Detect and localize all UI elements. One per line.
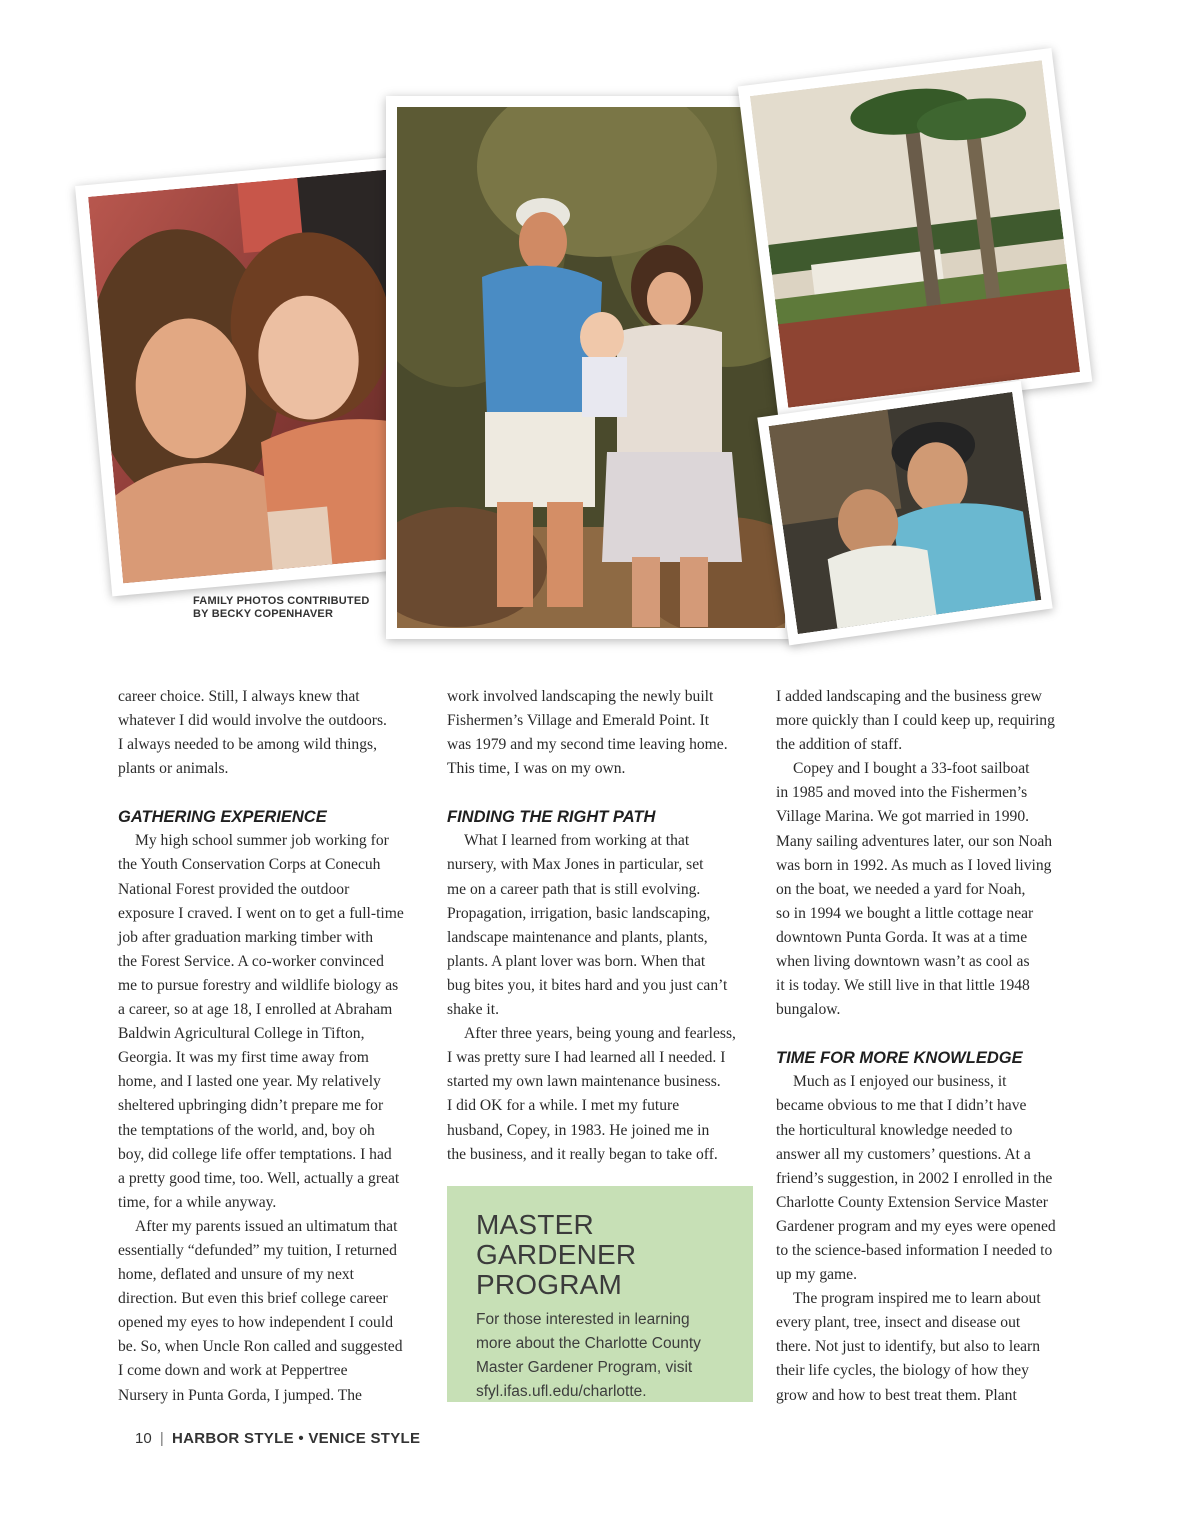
paragraph-line: sheltered upbringing didn’t prepare me for [118, 1097, 384, 1115]
paragraph-line: home, and I lasted one year. My relatively [118, 1073, 381, 1091]
paragraph-line: became obvious to me that I didn’t have [776, 1097, 1027, 1115]
paragraph-line: landscape maintenance and plants, plants, [447, 928, 708, 946]
paragraph-line: me on a career path that is still evolving. [447, 880, 701, 898]
paragraph-line: me to pursue forestry and wildlife biology as [118, 976, 399, 994]
paragraph-line: Charlotte County Extension Service Master [776, 1193, 1048, 1211]
paragraph-line: opened my eyes to how independent I could [118, 1314, 393, 1332]
sidebar-title [476, 1210, 733, 1300]
paragraph-line: so in 1994 we bought a little cottage near [776, 904, 1034, 922]
paragraph-line: the addition of staff. [776, 736, 903, 754]
article-paragraph [776, 685, 1092, 757]
master-gardener-sidebar [447, 1186, 753, 1402]
page-number: 10 [135, 1430, 152, 1447]
paragraph-line: direction. But even this brief college career [118, 1290, 388, 1308]
photo-palm-trees-house-image [750, 60, 1080, 407]
article-column-2 [447, 685, 757, 1167]
footer-separator: | [159, 1430, 164, 1447]
section-heading: TIME FOR MORE KNOWLEDGE [776, 1049, 1023, 1068]
paragraph-line: to the science-based information I needed to [776, 1241, 1053, 1259]
article-paragraph [447, 829, 757, 1022]
photo-credit-line: FAMILY PHOTOS CONTRIBUTED [193, 595, 370, 607]
photo-mother-daughter-image [88, 169, 434, 584]
paragraph-line: I did OK for a while. I met my future [447, 1097, 680, 1115]
section-heading: GATHERING EXPERIENCE [118, 808, 327, 827]
photo-family-portrait [386, 96, 796, 639]
paragraph-line: Village Marina. We got married in 1990. [776, 808, 1030, 826]
paragraph-line: plants. A plant lover was born. When that [447, 952, 706, 970]
paragraph-line: Nursery in Punta Gorda, I jumped. The [118, 1386, 362, 1404]
paragraph-line: My high school summer job working for [135, 832, 389, 850]
paragraph-line: Gardener program and my eyes were opened [776, 1217, 1056, 1235]
paragraph-line: husband, Copey, in 1983. He joined me in [447, 1121, 710, 1139]
paragraph-line: Propagation, irrigation, basic landscaping, [447, 904, 711, 922]
article-paragraph [118, 685, 436, 781]
paragraph-line: Baldwin Agricultural College in Tifton, [118, 1025, 365, 1043]
paragraph-line: career choice. Still, I always knew that [118, 688, 360, 705]
paragraph-line: a career, so at age 18, I enrolled at Abraham [118, 1001, 393, 1019]
article-paragraph [776, 757, 1092, 1022]
paragraph-line: answer all my customers’ questions. At a [776, 1145, 1031, 1163]
magazine-name: HARBOR STYLE • VENICE STYLE [171, 1430, 421, 1447]
paragraph-line: started my own lawn maintenance business. [447, 1073, 721, 1091]
sidebar-body [476, 1308, 733, 1404]
paragraph-line: The program inspired me to learn about [793, 1290, 1041, 1308]
paragraph-line: Fishermen’s Village and Emerald Point. It [447, 712, 710, 730]
photo-palm-trees-house [738, 48, 1093, 420]
photo-credit-line: BY BECKY COPENHAVER [193, 608, 334, 620]
article-paragraph [776, 1287, 1092, 1407]
paragraph-line: home, deflated and unsure of my next [118, 1266, 355, 1284]
paragraph-line: the Youth Conservation Corps at Conecuh [118, 856, 381, 874]
paragraph-line: more quickly than I could keep up, requiring [776, 712, 1055, 730]
section-heading: FINDING THE RIGHT PATH [447, 808, 656, 827]
article-paragraph [447, 1022, 757, 1167]
paragraph-line: job after graduation marking timber with [118, 928, 374, 946]
paragraph-line: I added landscaping and the business grew [776, 688, 1042, 705]
paragraph-line: After my parents issued an ultimatum that [135, 1217, 398, 1235]
paragraph-line: Many sailing adventures later, our son Noah [776, 832, 1053, 850]
paragraph-line: boy, did college life offer temptations. I had [118, 1145, 392, 1163]
paragraph-line: it is today. We still live in that little 1948 [776, 977, 1030, 995]
article-paragraph [118, 1215, 436, 1408]
paragraph-line: downtown Punta Gorda. It was at a time [776, 928, 1028, 946]
paragraph-line: I come down and work at Peppertree [118, 1362, 348, 1380]
paragraph-line: National Forest provided the outdoor [118, 880, 350, 898]
sidebar-body-line: more about the Charlotte County [476, 1335, 701, 1352]
paragraph-line: This time, I was on my own. [447, 760, 626, 778]
paragraph-line: the horticultural knowledge needed to [776, 1121, 1013, 1139]
paragraph-line: friend’s suggestion, in 2002 I enrolled in the [776, 1169, 1053, 1187]
paragraph-line: bungalow. [776, 1001, 841, 1019]
photo-credit [193, 595, 393, 621]
paragraph-line: when living downtown wasn’t as cool as [776, 953, 1030, 971]
article-column-1 [118, 685, 436, 1408]
paragraph-line: essentially “defunded” my tuition, I returned [118, 1241, 397, 1259]
paragraph-line: on the boat, we needed a yard for Noah, [776, 880, 1026, 898]
paragraph-line: their life cycles, the biology of how they [776, 1362, 1029, 1380]
paragraph-line: a pretty good time, too. Well, actually a great [118, 1169, 400, 1187]
paragraph-line: whatever I did would involve the outdoors. [118, 712, 387, 730]
photo-family-portrait-image [397, 107, 785, 628]
paragraph-line: be. So, when Uncle Ron called and suggested [118, 1338, 403, 1356]
paragraph-line: the Forest Service. A co-worker convinced [118, 952, 384, 970]
photo-couple-image [769, 392, 1042, 634]
paragraph-line: was born in 1992. As much as I loved living [776, 856, 1052, 874]
photo-couple [757, 381, 1052, 646]
paragraph-line: Georgia. It was my first time away from [118, 1049, 369, 1067]
article-column-3 [776, 685, 1092, 1408]
sidebar-link-url[interactable]: sfyl.ifas.ufl.edu/charlotte. [476, 1383, 647, 1400]
paragraph-line: the temptations of the world, and, boy oh [118, 1121, 375, 1139]
paragraph-line: was 1979 and my second time leaving home. [447, 736, 728, 754]
article-paragraph [447, 685, 757, 781]
paragraph-line: in 1985 and moved into the Fishermen’s [776, 784, 1028, 802]
paragraph-line: After three years, being young and fearless, [464, 1025, 736, 1043]
paragraph-line: work involved landscaping the newly built [447, 688, 714, 705]
paragraph-line: plants or animals. [118, 760, 229, 778]
article-paragraph [776, 1070, 1092, 1287]
paragraph-line: Much as I enjoyed our business, it [793, 1073, 1007, 1091]
paragraph-line: What I learned from working at that [464, 832, 690, 850]
paragraph-line: every plant, tree, insect and disease out [776, 1314, 1021, 1332]
paragraph-line: the business, and it really began to take off. [447, 1145, 718, 1163]
paragraph-line: exposure I craved. I went on to get a full-time [118, 904, 404, 922]
paragraph-line: nursery, with Max Jones in particular, set [447, 856, 704, 874]
paragraph-line: time, for a while anyway. [118, 1193, 277, 1211]
paragraph-line: there. Not just to identify, but also to learn [776, 1338, 1041, 1356]
sidebar-body-line: Master Gardener Program, visit [476, 1359, 693, 1376]
paragraph-line: I was pretty sure I had learned all I needed. I [447, 1049, 726, 1067]
paragraph-line: shake it. [447, 1001, 499, 1019]
sidebar-title-line: MASTER GARDENER [476, 1209, 637, 1270]
page-footer [135, 1430, 420, 1447]
paragraph-line: bug bites you, it bites hard and you just can’t [447, 976, 728, 994]
paragraph-line: Copey and I bought a 33-foot sailboat [793, 760, 1030, 778]
article-paragraph [118, 829, 436, 1215]
sidebar-body-line: For those interested in learning [476, 1311, 690, 1328]
paragraph-line: I always needed to be among wild things, [118, 736, 377, 754]
sidebar-title-line: PROGRAM [476, 1269, 623, 1300]
paragraph-line: up my game. [776, 1266, 857, 1284]
paragraph-line: grow and how to best treat them. Plant [776, 1386, 1017, 1404]
